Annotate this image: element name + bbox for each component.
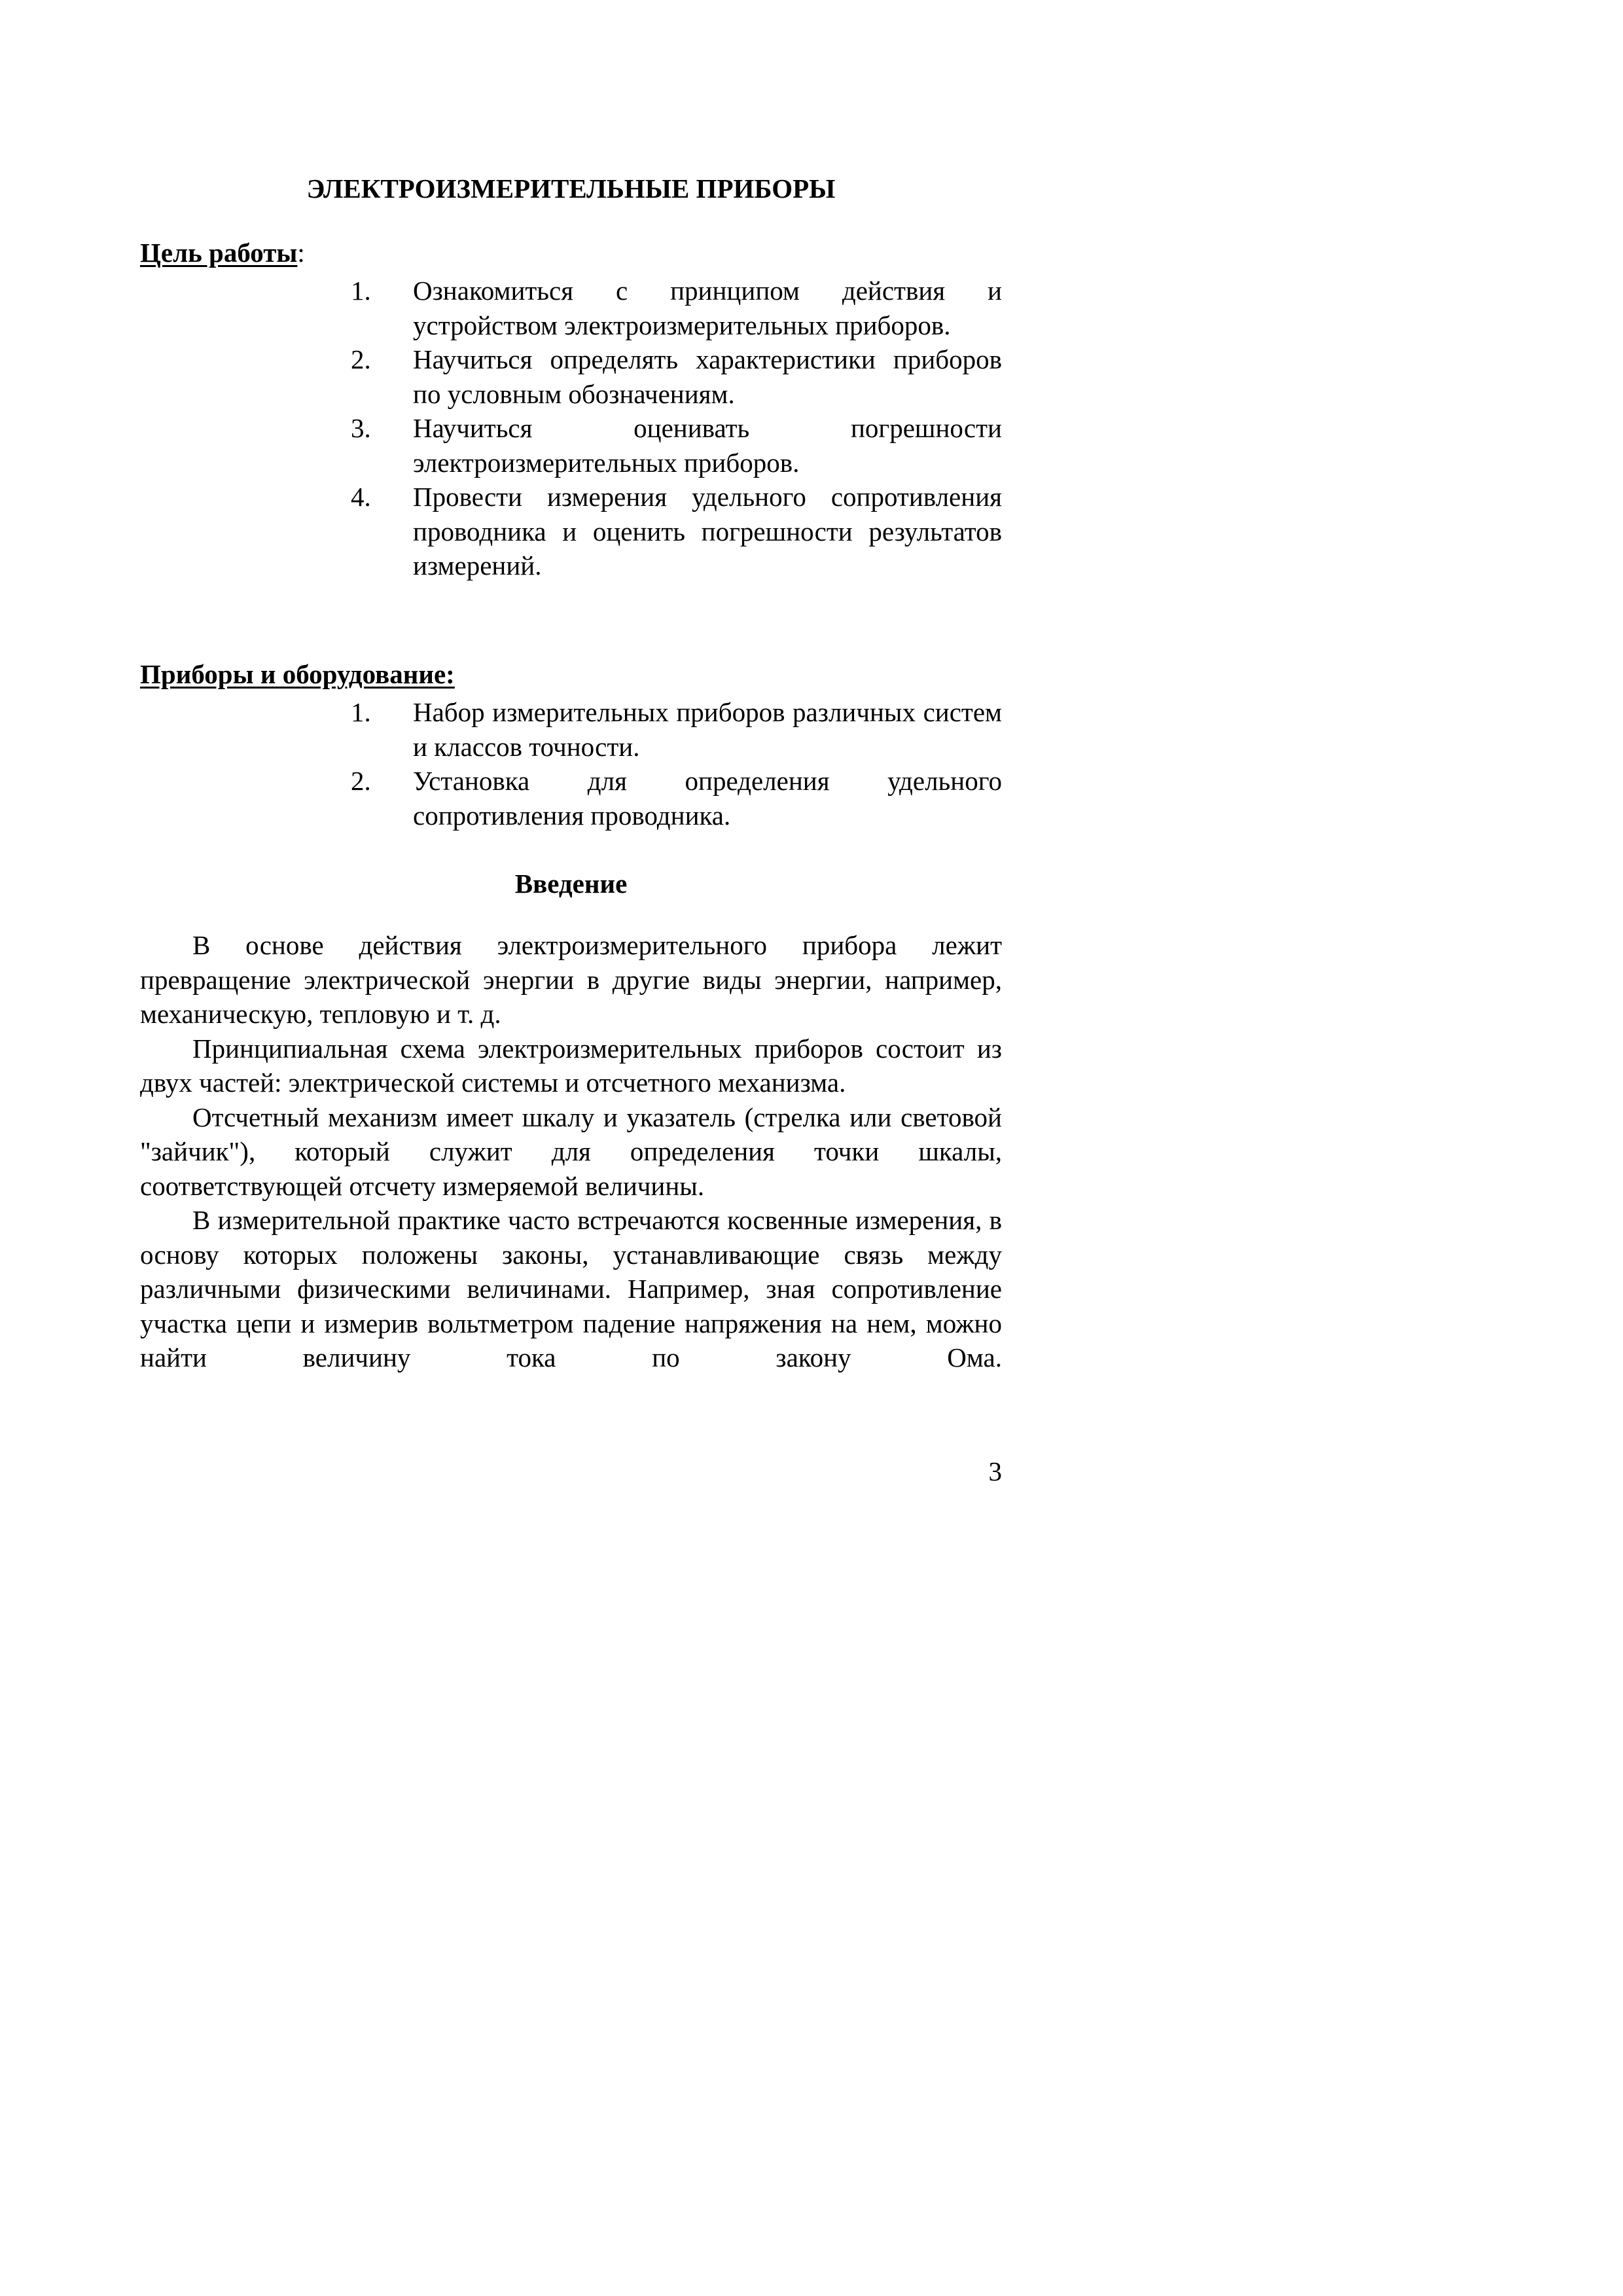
equipment-list: [336, 695, 1002, 833]
equipment-label-text: Приборы и оборудование:: [140, 659, 455, 689]
list-item-number: 2.: [351, 766, 371, 796]
introduction-heading: Введение: [514, 869, 628, 899]
list-item: [336, 411, 1002, 480]
list-item: [336, 480, 1002, 583]
list-item-number: 1.: [351, 697, 371, 727]
paragraph: В измерительной практике часто встречаются косвенные измерения, в основу которых положены законы, устанавливающие связь между различными физическими величинами. Например, зная сопротивление участка цепи и измерив вольтметром падение напряжения на нем, можно найти величину тока по закону Ома.: [140, 1205, 1002, 1372]
list-item-text: Набор измерительных приборов различных систем и классов точности.: [413, 697, 1002, 762]
list-item: [336, 764, 1002, 833]
equipment-label: [140, 657, 455, 691]
list-item-text: Ознакомиться с принципом действия и устройством электроизмерительных приборов.: [413, 276, 1002, 340]
list-item-number: 2.: [351, 344, 371, 374]
list-item: [336, 342, 1002, 411]
list-item-number: 1.: [351, 276, 371, 306]
goal-label-text: Цель работы: [140, 238, 298, 268]
list-item-number: 3.: [351, 413, 371, 443]
page-number: 3: [988, 1456, 1002, 1486]
paragraph: Отсчетный механизм имеет шкалу и указатель (стрелка или световой "зайчик"), который служит для определения точки шкалы, соответствующей отсчету измеряемой величины.: [140, 1102, 1002, 1201]
list-item: [336, 695, 1002, 764]
goal-label-colon: :: [297, 238, 305, 268]
list-item-text: Провести измерения удельного сопротивления проводника и оценить погрешности результатов измерений.: [413, 482, 1002, 581]
goal-label: [140, 236, 305, 270]
list-item: [336, 274, 1002, 342]
list-item-text: Научиться оценивать погрешности электроизмерительных приборов.: [413, 413, 1002, 478]
paragraph: Принципиальная схема электроизмерительных приборов состоит из двух частей: электрической системы и отсчетного механизма.: [140, 1033, 1002, 1098]
list-item-number: 4.: [351, 482, 371, 512]
introduction-body: [140, 928, 1002, 1375]
goal-list: [336, 274, 1002, 583]
paragraph: В основе действия электроизмерительного прибора лежит превращение электрической энергии в другие виды энергии, например, механическую, тепловую и т. д.: [140, 930, 1002, 1029]
document-title: ЭЛЕКТРОИЗМЕРИТЕЛЬНЫЕ ПРИБОРЫ: [306, 173, 836, 204]
list-item-text: Научиться определять характеристики приборов по условным обозначениям.: [413, 344, 1002, 409]
list-item-text: Установка для определения удельного сопротивления проводника.: [413, 766, 1002, 831]
